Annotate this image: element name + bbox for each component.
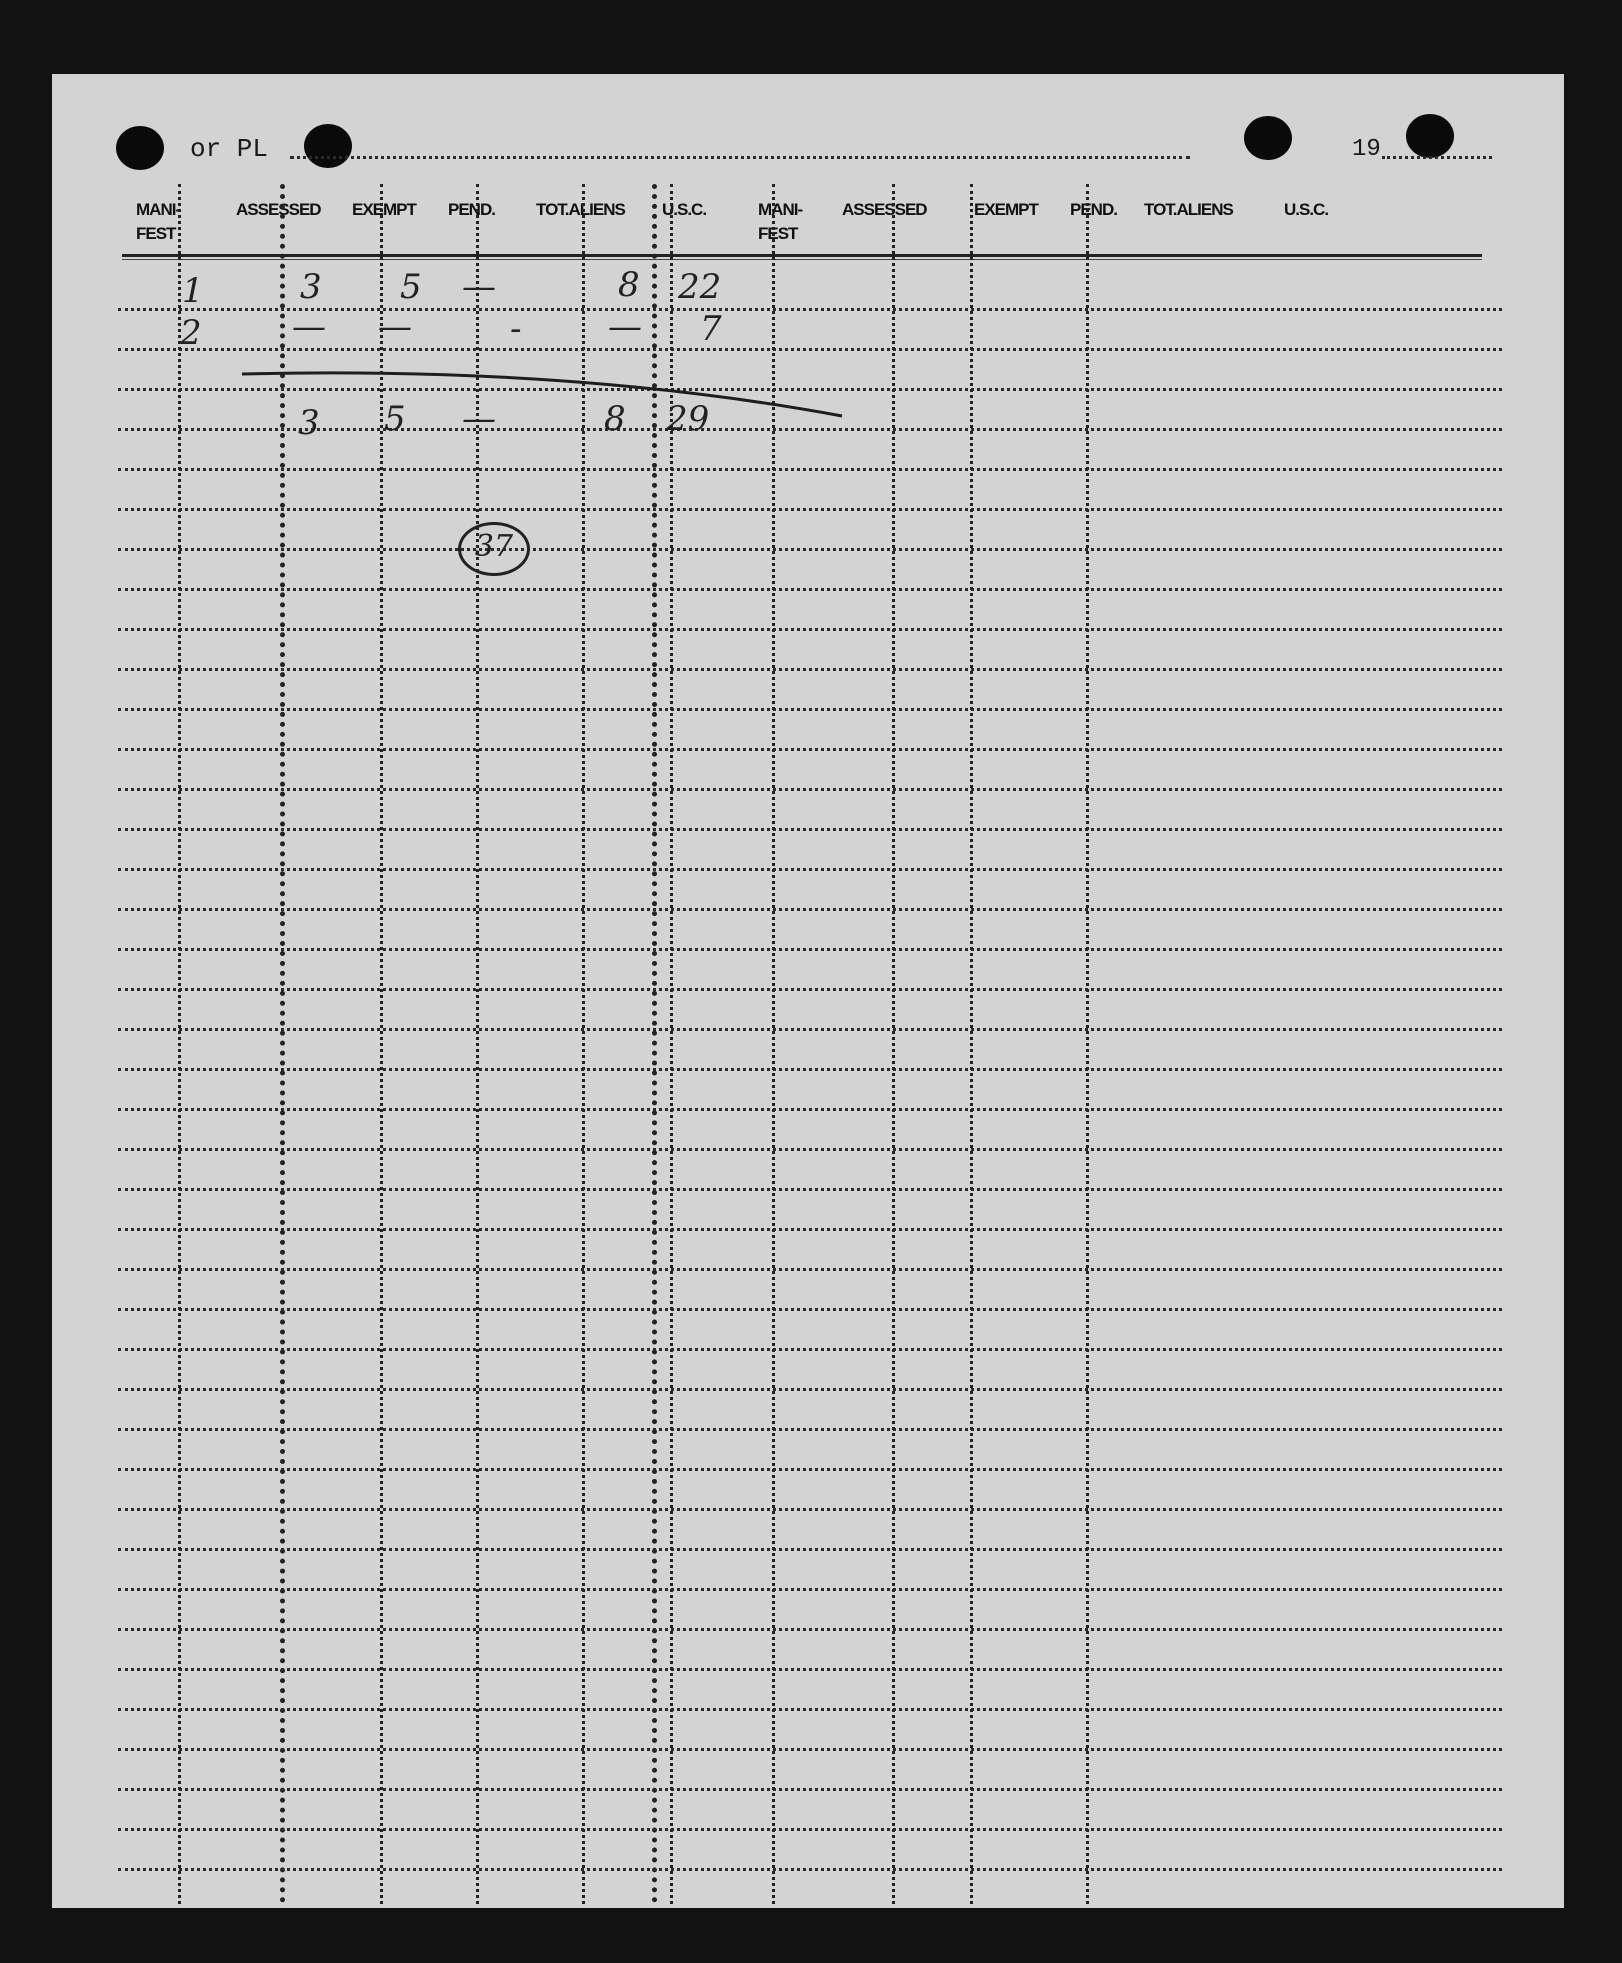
row2-assessed: — [292,307,326,347]
row2-pend: - [510,309,522,349]
row2-exempt: — [378,307,412,347]
header-manifest-left: MANI- FEST [136,200,181,243]
header-exempt-right: EXEMPT [974,200,1038,219]
form-prefix-label: or PL [190,134,269,164]
year-label: 19 [1352,136,1381,163]
row1-manifest: 1 [182,271,204,311]
header-assessed-right: ASSESSED [842,200,927,219]
header-assessed-left: ASSESSED [236,200,321,219]
header-manifest-right: MANI- FEST [758,200,803,243]
header-usc-left: U.S.C. [662,200,707,219]
total-underline-stroke [52,74,1564,1908]
total-assessed: 3 [298,403,320,443]
total-pend: — [462,399,496,439]
grand-total-value: 37 [474,529,514,564]
header-exempt-left: EXEMPT [352,200,416,219]
row1-pend: — [462,267,496,307]
total-tot-aliens: 8 [604,399,626,439]
row2-manifest: 2 [180,313,202,353]
total-exempt: 5 [384,399,406,439]
header-pend-right: PEND. [1070,200,1117,219]
row1-usc: 22 [678,267,722,307]
row1-assessed: 3 [300,267,322,307]
header-tot-aliens-left: TOT.ALIENS [536,200,625,219]
row2-usc: 7 [700,309,722,349]
row2-tot-aliens: — [608,307,642,347]
header-tot-aliens-right: TOT.ALIENS [1144,200,1233,219]
header-usc-right: U.S.C. [1284,200,1329,219]
total-usc: 29 [666,399,710,439]
row1-exempt: 5 [400,267,422,307]
header-pend-left: PEND. [448,200,495,219]
row1-tot-aliens: 8 [618,265,640,305]
form-sheet [52,74,1564,1908]
